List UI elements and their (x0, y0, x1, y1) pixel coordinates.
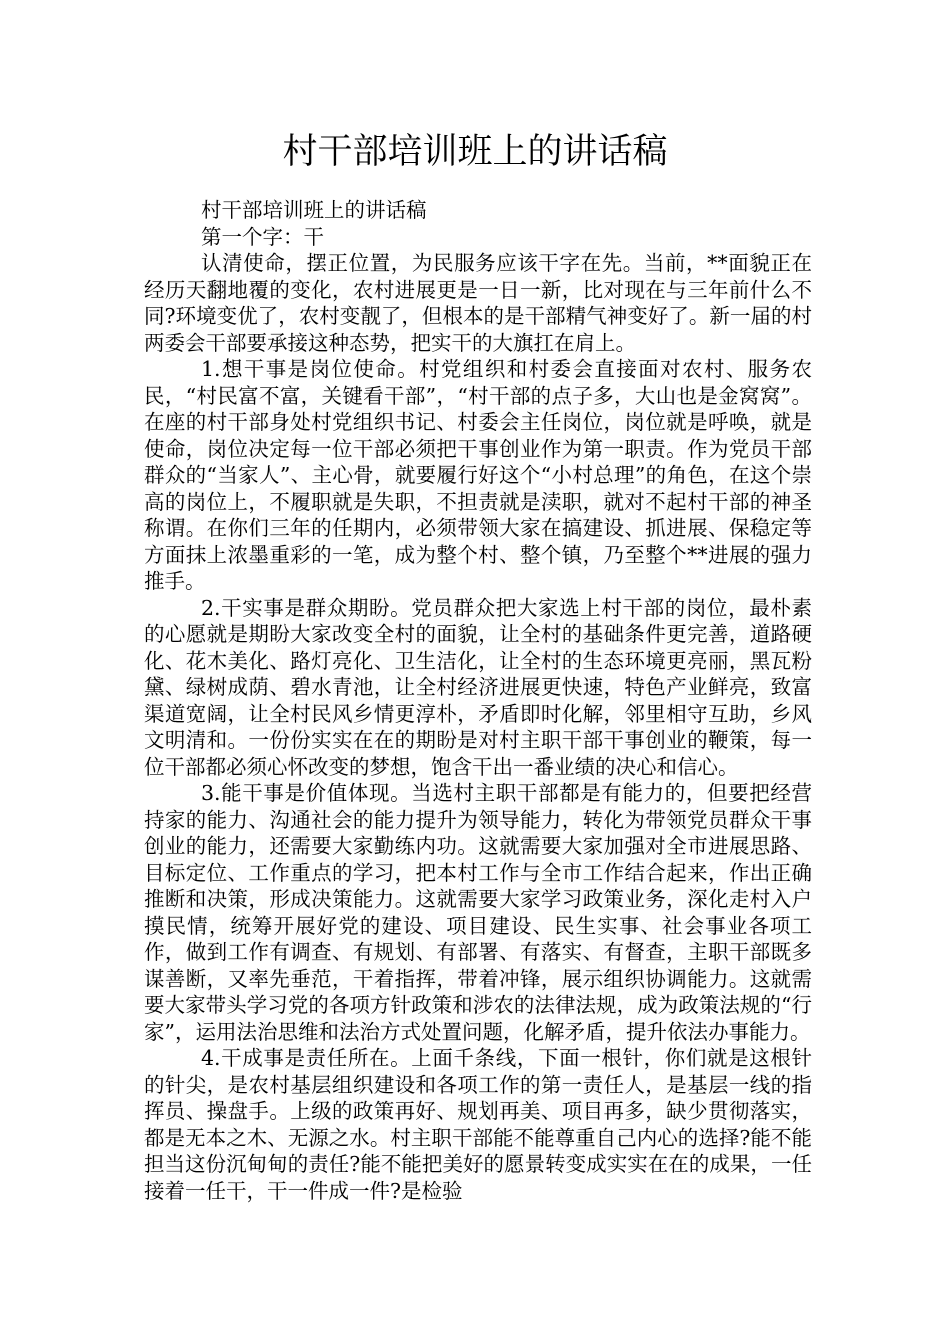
point-2-paragraph: 2.干实事是群众期盼。党员群众把大家选上村干部的岗位，最朴素的心愿就是期盼大家改变全村的面貌，让全村的基础条件更完善，道路硬化、花木美化、路灯亮化、卫生洁化，让全村的生态环境更亮丽，黑瓦粉黛、绿树成荫、碧水青池，让全村经济进展更快速，特色产业鲜亮，致富渠道宽阔，让全村民风乡情更淳朴，矛盾即时化解，邻里相守互助，乡风文明清和。一份份实实在在的期盼是对村主职干部干事创业的鞭策，每一位干部都必须心怀改变的梦想，饱含干出一番业绩的决心和信心。 (144, 595, 812, 779)
point-4-paragraph: 4.干成事是责任所在。上面千条线，下面一根针，你们就是这根针的针尖，是农村基层组织建设和各项工作的第一责任人，是基层一线的指挥员、操盘手。上级的政策再好、规划再美、项目再多，缺少贯彻落实，都是无本之木、无源之水。村主职干部能不能尊重自己内心的选择?能不能担当这份沉甸甸的责任?能不能把美好的愿景转变成实实在在的成果，一任接着一任干，干一件成一件?是检验 (144, 1046, 812, 1203)
document-title: 村干部培训班上的讲话稿 (282, 132, 668, 172)
intro-paragraph: 认清使命，摆正位置，为民服务应该干字在先。当前，**面貌正在经历天翻地覆的变化，农村进展更是一日一新，比对现在与三年前什么不同?环境变优了，农村变靓了，但根本的是干部精气神变好了。新一届的村两委会干部要承接这种态势，把实干的大旗扛在肩上。 (144, 251, 812, 355)
point-1-paragraph: 1.想干事是岗位使命。村党组织和村委会直接面对农村、服务农民，“村民富不富，关键看干部”，“村干部的点子多，大山也是金窝窝”。在座的村干部身处村党组织书记、村委会主任岗位，岗位就是呼唤，就是使命，岗位决定每一位干部必须把干事创业作为第一职责。作为党员干部群众的“当家人”、主心骨，就要履行好这个“小村总理”的角色，在这个崇高的岗位上，不履职就是失职，不担责就是渎职，就对不起村干部的神圣称谓。在你们三年的任期内，必须带领大家在搞建设、抓进展、保稳定等方面抹上浓墨重彩的一笔，成为整个村、整个镇，乃至整个**进展的强力推手。 (144, 357, 812, 593)
subtitle-paragraph: 村干部培训班上的讲话稿 (201, 198, 427, 222)
document-body (144, 197, 812, 1204)
section-heading: 第一个字：干 (201, 224, 324, 249)
point-3-paragraph: 3.能干事是价值体现。当选村主职干部都是有能力的，但要把经营持家的能力、沟通社会的能力提升为领导能力，转化为带领党员群众干事创业的能力，还需要大家勤练内功。这就需要大家加强对全市进展思路、目标定位、工作重点的学习，把本村工作与全市工作结合起来，作出正确推断和决策，形成决策能力。这就需要大家学习政策业务，深化走村入户摸民情，统筹开展好党的建设、项目建设、民生实事、社会事业各项工作，做到工作有调查、有规划、有部署、有落实、有督查，主职干部既多谋善断，又率先垂范，干着指挥，带着冲锋，展示组织协调能力。这就需要大家带头学习党的各项方针政策和涉农的法律法规，成为政策法规的“行家”，运用法治思维和法治方式处置问题，化解矛盾，提升依法办事能力。 (144, 781, 812, 1044)
